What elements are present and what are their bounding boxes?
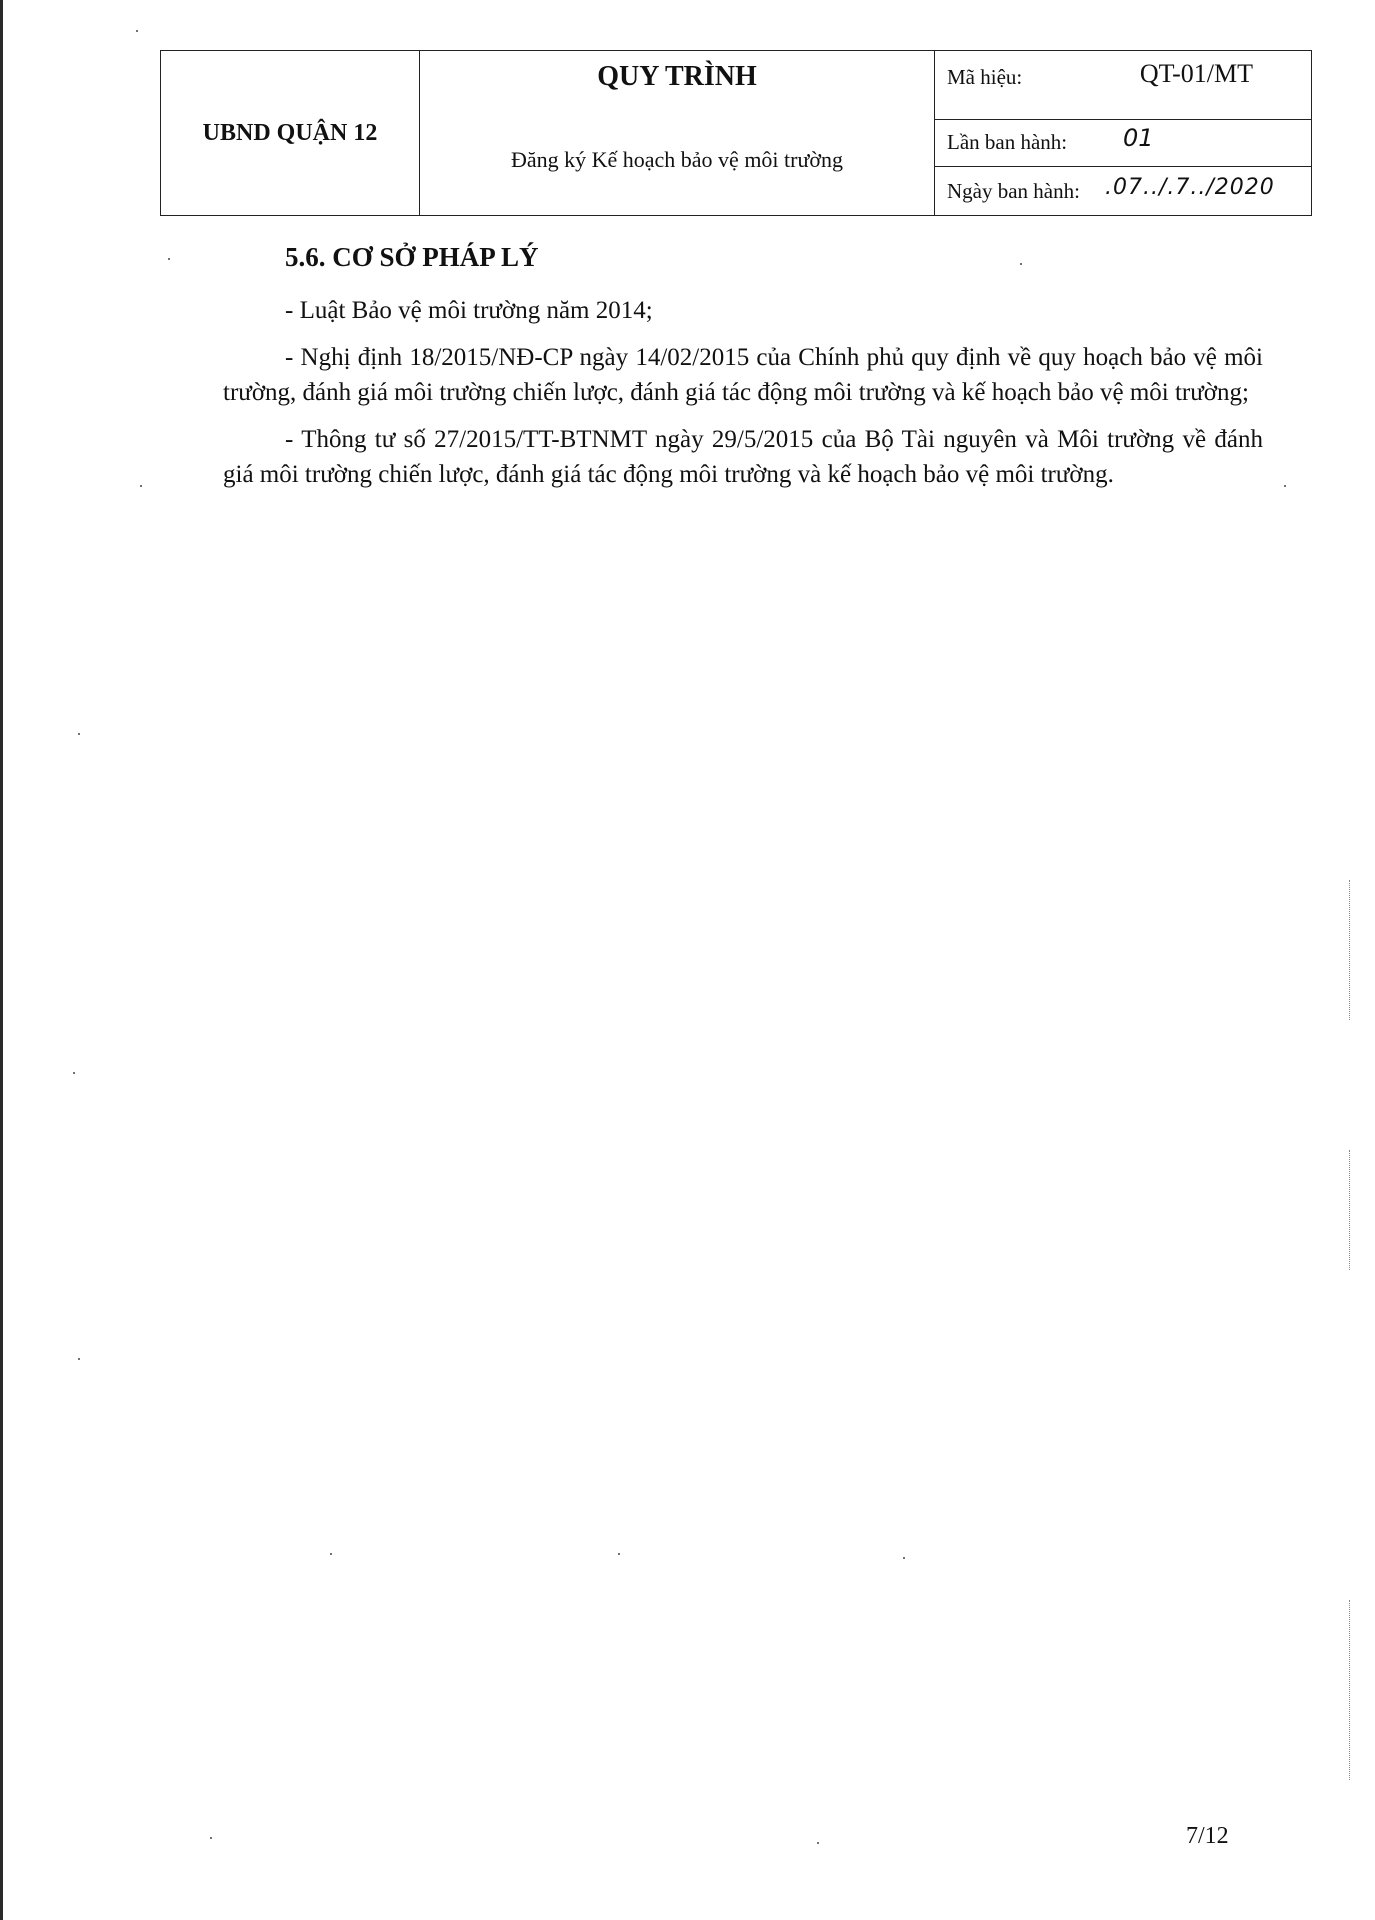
scan-edge-mark bbox=[1349, 880, 1351, 1020]
scan-speck bbox=[78, 733, 80, 735]
scan-speck bbox=[168, 258, 170, 260]
organization-cell bbox=[161, 51, 420, 216]
legal-basis-item: - Luật Bảo vệ môi trường năm 2014; bbox=[285, 297, 653, 324]
issue-label: Lần ban hành: bbox=[947, 130, 1068, 154]
date-value-handwritten: .07../.7../2020 bbox=[1105, 175, 1275, 200]
scan-speck bbox=[210, 1837, 212, 1839]
code-value: QT-01/MT bbox=[1139, 59, 1253, 88]
issue-cell bbox=[935, 120, 1312, 167]
issue-value-handwritten: 01 bbox=[1123, 124, 1154, 152]
scan-edge-mark bbox=[1349, 1150, 1351, 1270]
date-label: Ngày ban hành: bbox=[947, 179, 1080, 203]
scan-speck bbox=[136, 30, 138, 32]
document-body bbox=[223, 240, 1263, 504]
document-subtitle: Đăng ký Kế hoạch bảo vệ môi trường bbox=[510, 147, 844, 172]
scan-speck bbox=[1284, 485, 1286, 487]
scan-speck bbox=[140, 485, 142, 487]
title-cell bbox=[420, 51, 935, 216]
scan-speck bbox=[73, 1072, 75, 1074]
scan-speck bbox=[618, 1553, 620, 1555]
scan-edge-mark bbox=[1349, 1600, 1351, 1780]
organization-name: UBND QUẬN 12 bbox=[202, 119, 378, 146]
legal-basis-item: - Thông tư số 27/2015/TT-BTNMT ngày 29/5/2015 của Bộ Tài nguyên và Môi trường về đánh giá môi trường chiến lược, đánh giá tác động môi trường và kế hoạch bảo vệ môi trường. bbox=[223, 426, 1263, 488]
code-label: Mã hiệu: bbox=[947, 65, 1023, 89]
scan-speck bbox=[78, 1358, 80, 1360]
scan-speck bbox=[330, 1553, 332, 1555]
section-heading: 5.6. CƠ SỞ PHÁP LÝ bbox=[285, 242, 539, 272]
document-heading: QUY TRÌNH bbox=[597, 61, 757, 92]
page-edge bbox=[0, 0, 3, 1920]
document-header-table bbox=[160, 50, 1312, 216]
date-cell bbox=[935, 167, 1312, 216]
page-number: 7/12 bbox=[1186, 1823, 1229, 1849]
scan-speck bbox=[817, 1842, 819, 1844]
scan-speck bbox=[903, 1557, 905, 1559]
code-cell bbox=[935, 51, 1312, 120]
scan-speck bbox=[1020, 263, 1022, 265]
legal-basis-item: - Nghị định 18/2015/NĐ-CP ngày 14/02/2015 của Chính phủ quy định về quy hoạch bảo vệ môi trường, đánh giá môi trường chiến lược, đánh giá tác động môi trường và kế hoạch bảo vệ môi trường; bbox=[223, 344, 1263, 406]
